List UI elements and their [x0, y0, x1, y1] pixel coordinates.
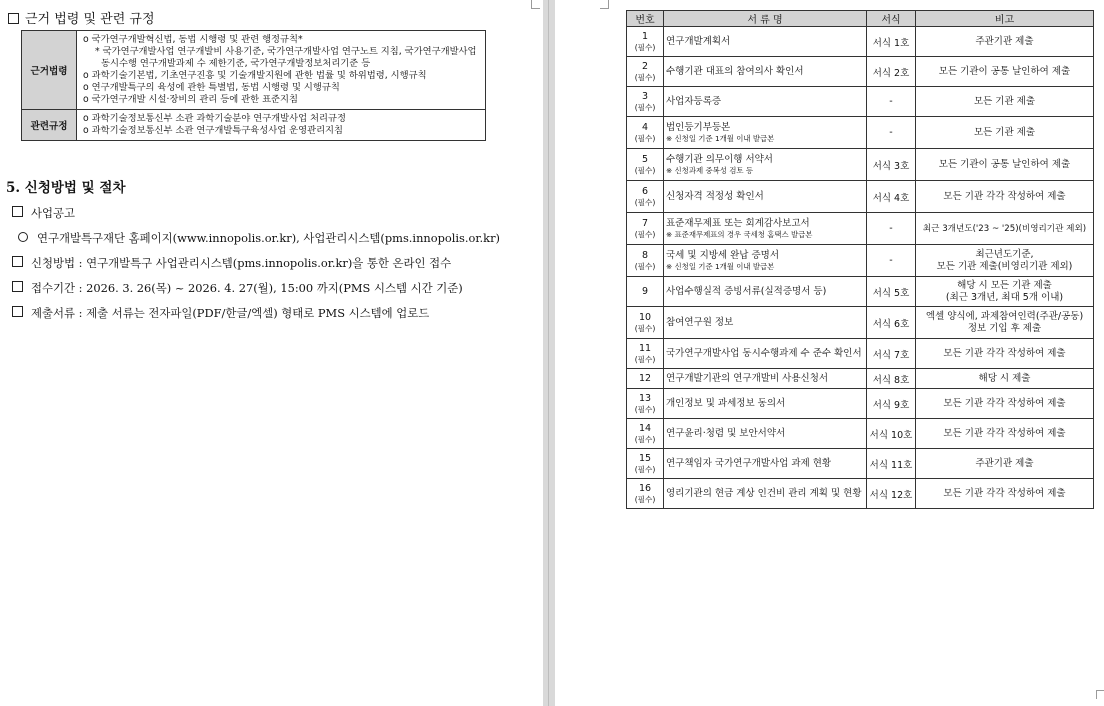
remark-text-2: 모든 기관 제출(비영리기관 제외)	[936, 260, 1073, 272]
basis-label-laws: 근거법령	[22, 31, 77, 110]
remark-text: 모든 기관 각각 작성하여 제출	[943, 397, 1066, 409]
list-item: o 과학기술정보통신부 소관 연구개발특구육성사업 운영관리지침	[83, 125, 344, 136]
page-gutter	[543, 0, 555, 706]
announce-detail: 연구개발특구재단 홈페이지(www.innopolis.or.kr), 사업관리시스템(pms.innopolis.or.kr)	[18, 230, 500, 246]
form-number: 서식 10호	[869, 429, 913, 441]
row-number: 2	[641, 60, 649, 72]
cell-remark	[916, 307, 1094, 339]
cell-remark	[916, 419, 1094, 449]
required-label: (필수)	[634, 434, 656, 444]
document-name: 국가연구개발사업 동시수행과제 수 준수 확인서	[666, 347, 862, 359]
form-number: 서식 11호	[869, 459, 913, 471]
row-number: 5	[641, 153, 649, 165]
cell-remark	[916, 57, 1094, 87]
cell-remark	[916, 339, 1094, 369]
cell-document-name	[664, 479, 867, 509]
cell-remark	[916, 213, 1094, 245]
cell-form	[867, 479, 916, 509]
row-number: 10	[638, 311, 652, 323]
document-note: ※ 신청일 기준 1개월 이내 발급본	[666, 133, 775, 143]
document-name: 신청자격 적정성 확인서	[666, 190, 764, 202]
cell-remark	[916, 369, 1094, 389]
cell-form	[867, 369, 916, 389]
application-method: 신청방법 : 연구개발특구 사업관리시스템(pms.innopolis.or.kr)을 통한 온라인 접수	[12, 255, 451, 271]
basis-laws-items	[77, 31, 486, 110]
application-period: 접수기간 : 2026. 3. 26(목) ~ 2026. 4. 27(월), 15:00 까지(PMS 시스템 시간 기준)	[12, 280, 463, 296]
row-number: 12	[638, 373, 652, 384]
cell-no	[627, 213, 664, 245]
cell-document-name	[664, 277, 867, 307]
cell-document-name	[664, 181, 867, 213]
required-label: (필수)	[634, 494, 656, 504]
form-number: -	[889, 223, 893, 234]
remark-text: 주관기관 제출	[975, 457, 1034, 469]
cell-form	[867, 389, 916, 419]
document-note: ※ 신청과제 중복성 검토 등	[666, 165, 753, 175]
checkbox-square-icon	[12, 206, 23, 217]
cell-form	[867, 245, 916, 277]
required-label: (필수)	[634, 42, 656, 52]
cell-document-name	[664, 57, 867, 87]
checkbox-square-icon	[8, 13, 19, 24]
required-label: (필수)	[634, 229, 656, 239]
remark-text: 모든 기관 각각 작성하여 제출	[943, 427, 1066, 439]
form-number: -	[889, 96, 893, 107]
table-row	[627, 149, 1094, 181]
required-label: (필수)	[634, 323, 656, 333]
list-item: o 과학기술정보통신부 소관 과학기술분야 연구개발사업 처리규정	[83, 113, 346, 124]
circle-bullet-icon	[18, 232, 28, 242]
form-number: 서식 8호	[872, 374, 910, 386]
header-no: 번호	[627, 11, 664, 27]
remark-text: 해당 시 모든 기관 제출	[957, 279, 1052, 291]
checkbox-square-icon	[12, 281, 23, 292]
cell-document-name	[664, 389, 867, 419]
cell-remark	[916, 117, 1094, 149]
cell-no	[627, 181, 664, 213]
row-number: 6	[641, 185, 649, 197]
table-header-row	[627, 11, 1094, 27]
required-label: (필수)	[634, 354, 656, 364]
table-row	[627, 389, 1094, 419]
remark-text-2: (최근 3개년, 최대 5개 이내)	[945, 291, 1064, 303]
cell-document-name	[664, 307, 867, 339]
cell-remark	[916, 277, 1094, 307]
document-name: 참여연구원 정보	[666, 316, 734, 328]
cell-no	[627, 245, 664, 277]
basis-row-laws	[22, 31, 486, 110]
form-number: 서식 6호	[872, 318, 910, 330]
cell-remark	[916, 87, 1094, 117]
cell-remark	[916, 27, 1094, 57]
cell-form	[867, 339, 916, 369]
checkbox-square-icon	[12, 306, 23, 317]
cell-no	[627, 57, 664, 87]
remark-text: 모든 기관 각각 작성하여 제출	[943, 190, 1066, 202]
document-name: 수행기관 대표의 참여의사 확인서	[666, 65, 804, 77]
form-number: 서식 7호	[872, 349, 910, 361]
cell-form	[867, 307, 916, 339]
crop-mark-top-right	[531, 0, 540, 9]
list-item-note: * 국가연구개발사업 연구개발비 사용기준, 국가연구개발사업 연구노트 지침, 국가연구개발사업 동시수행 연구개발과제 수 제한기준, 국가연구개발정보처리기준 등	[95, 46, 477, 69]
document-name: 수행기관 의무이행 서약서	[666, 153, 773, 165]
document-name: 영리기관의 현금 계상 인건비 관리 계획 및 현황	[666, 487, 862, 499]
form-number: 서식 5호	[872, 287, 910, 299]
required-label: (필수)	[634, 102, 656, 112]
document-name: 연구개발기관의 연구개발비 사용신청서	[666, 372, 829, 384]
document-note: ※ 신청일 기준 1개월 이내 발급본	[666, 261, 775, 271]
remark-text-2: 정보 기입 후 제출	[967, 322, 1042, 334]
row-number: 1	[641, 30, 649, 42]
table-row	[627, 307, 1094, 339]
cell-remark	[916, 245, 1094, 277]
basis-regulation-items	[77, 110, 486, 141]
cell-no	[627, 277, 664, 307]
document-name: 표준재무제표 또는 회계감사보고서	[666, 217, 810, 229]
remark-text: 최근 3개년도('23 ~ '25)(비영리기관 제외)	[922, 223, 1087, 234]
required-label: (필수)	[634, 261, 656, 271]
row-number: 16	[638, 482, 652, 494]
row-number: 9	[641, 286, 649, 297]
row-number: 13	[638, 392, 652, 404]
announce-heading: 사업공고	[12, 205, 75, 221]
row-number: 4	[641, 121, 649, 133]
cell-remark	[916, 181, 1094, 213]
cell-document-name	[664, 117, 867, 149]
cell-remark	[916, 479, 1094, 509]
submission-docs-note: 제출서류 : 제출 서류는 전자파일(PDF/한글/엑셀) 형태로 PMS 시스템에 업로드	[12, 305, 429, 321]
section-5-title: 5. 신청방법 및 절차	[6, 180, 126, 196]
basis-heading	[8, 8, 155, 27]
document-name: 연구책임자 국가연구개발사업 과제 현황	[666, 457, 832, 469]
cell-document-name	[664, 449, 867, 479]
cell-document-name	[664, 149, 867, 181]
cell-no	[627, 117, 664, 149]
remark-text: 주관기관 제출	[975, 35, 1034, 47]
cell-form	[867, 419, 916, 449]
cell-no	[627, 419, 664, 449]
cell-document-name	[664, 87, 867, 117]
basis-table	[21, 30, 486, 141]
documents-table	[626, 10, 1094, 509]
table-row	[627, 245, 1094, 277]
checkbox-square-icon	[12, 256, 23, 267]
header-form: 서식	[867, 11, 916, 27]
document-note: ※ 표준재무제표의 경우 국세청 홈택스 발급본	[666, 229, 813, 239]
page-separator	[548, 0, 549, 706]
form-number: -	[889, 127, 893, 138]
document-name: 법인등기부등본	[666, 121, 731, 133]
remark-text: 모든 기관 각각 작성하여 제출	[943, 487, 1066, 499]
table-row	[627, 419, 1094, 449]
basis-row-regulations	[22, 110, 486, 141]
document-name: 개인정보 및 과세정보 동의서	[666, 397, 786, 409]
remark-text: 모든 기관 제출	[973, 126, 1036, 138]
table-row	[627, 87, 1094, 117]
list-item: o 과학기술기본법, 기초연구진흥 및 기술개발지원에 관한 법률 및 하위법령, 시행규칙	[83, 70, 427, 81]
required-label: (필수)	[634, 464, 656, 474]
remark-text: 모든 기관이 공통 날인하여 제출	[938, 65, 1071, 77]
cell-document-name	[664, 339, 867, 369]
basis-heading-text: 근거 법령 및 관련 규정	[25, 12, 155, 27]
document-name: 사업자등록증	[666, 95, 722, 107]
table-row	[627, 213, 1094, 245]
list-item: o 연구개발특구의 육성에 관한 특별법, 동법 시행령 및 시행규칙	[83, 82, 340, 93]
row-number: 11	[638, 342, 652, 354]
required-label: (필수)	[634, 197, 656, 207]
cell-no	[627, 149, 664, 181]
required-label: (필수)	[634, 165, 656, 175]
cell-remark	[916, 449, 1094, 479]
cell-remark	[916, 149, 1094, 181]
remark-text: 엑셀 양식에, 과제참여인력(주관/공동)	[925, 310, 1084, 322]
cell-no	[627, 369, 664, 389]
table-row	[627, 277, 1094, 307]
remark-text: 해당 시 제출	[978, 372, 1031, 384]
remark-text: 모든 기관이 공통 날인하여 제출	[938, 158, 1071, 170]
cell-form	[867, 277, 916, 307]
cell-form	[867, 449, 916, 479]
cell-form	[867, 213, 916, 245]
header-name: 서 류 명	[664, 11, 867, 27]
document-name: 사업수행실적 증빙서류(실적증명서 등)	[666, 285, 827, 297]
table-row	[627, 479, 1094, 509]
cell-form	[867, 149, 916, 181]
form-number: 서식 3호	[872, 160, 910, 172]
form-number: -	[889, 255, 893, 266]
table-row	[627, 27, 1094, 57]
cell-no	[627, 307, 664, 339]
cell-form	[867, 57, 916, 87]
list-item: o 국가연구개발 시설·장비의 관리 등에 관한 표준지침	[83, 94, 299, 105]
table-row	[627, 117, 1094, 149]
list-item: o 국가연구개발혁신법, 동법 시행령 및 관련 행정규칙*	[83, 34, 303, 45]
cell-form	[867, 181, 916, 213]
remark-text: 모든 기관 제출	[973, 95, 1036, 107]
table-row	[627, 369, 1094, 389]
document-name: 연구윤리·청렴 및 보안서약서	[666, 427, 786, 439]
table-row	[627, 339, 1094, 369]
remark-text: 모든 기관 각각 작성하여 제출	[943, 347, 1066, 359]
required-label: (필수)	[634, 133, 656, 143]
cell-no	[627, 87, 664, 117]
cell-no	[627, 339, 664, 369]
form-number: 서식 2호	[872, 67, 910, 79]
basis-label-regulations: 관련규정	[22, 110, 77, 141]
table-row	[627, 449, 1094, 479]
header-remark: 비고	[916, 11, 1094, 27]
row-number: 3	[641, 90, 649, 102]
cell-document-name	[664, 27, 867, 57]
cell-no	[627, 27, 664, 57]
document-name: 연구개발계획서	[666, 35, 731, 47]
row-number: 8	[641, 249, 649, 261]
cell-form	[867, 117, 916, 149]
form-number: 서식 1호	[872, 37, 910, 49]
cell-no	[627, 479, 664, 509]
cell-document-name	[664, 213, 867, 245]
row-number: 14	[638, 422, 652, 434]
cell-form	[867, 27, 916, 57]
cell-document-name	[664, 419, 867, 449]
cell-document-name	[664, 245, 867, 277]
form-number: 서식 12호	[869, 489, 913, 501]
cell-remark	[916, 389, 1094, 419]
table-row	[627, 57, 1094, 87]
form-number: 서식 9호	[872, 399, 910, 411]
crop-mark-top-left	[600, 0, 609, 9]
documents-table-body	[627, 27, 1094, 509]
required-label: (필수)	[634, 72, 656, 82]
row-number: 15	[638, 452, 652, 464]
row-number: 7	[641, 217, 649, 229]
cell-no	[627, 389, 664, 419]
crop-mark-bottom-right	[1096, 690, 1104, 699]
form-number: 서식 4호	[872, 192, 910, 204]
cell-document-name	[664, 369, 867, 389]
remark-text: 최근년도기준,	[975, 248, 1034, 260]
table-row	[627, 181, 1094, 213]
required-label: (필수)	[634, 404, 656, 414]
cell-no	[627, 449, 664, 479]
document-name: 국세 및 지방세 완납 증명서	[666, 249, 780, 261]
cell-form	[867, 87, 916, 117]
